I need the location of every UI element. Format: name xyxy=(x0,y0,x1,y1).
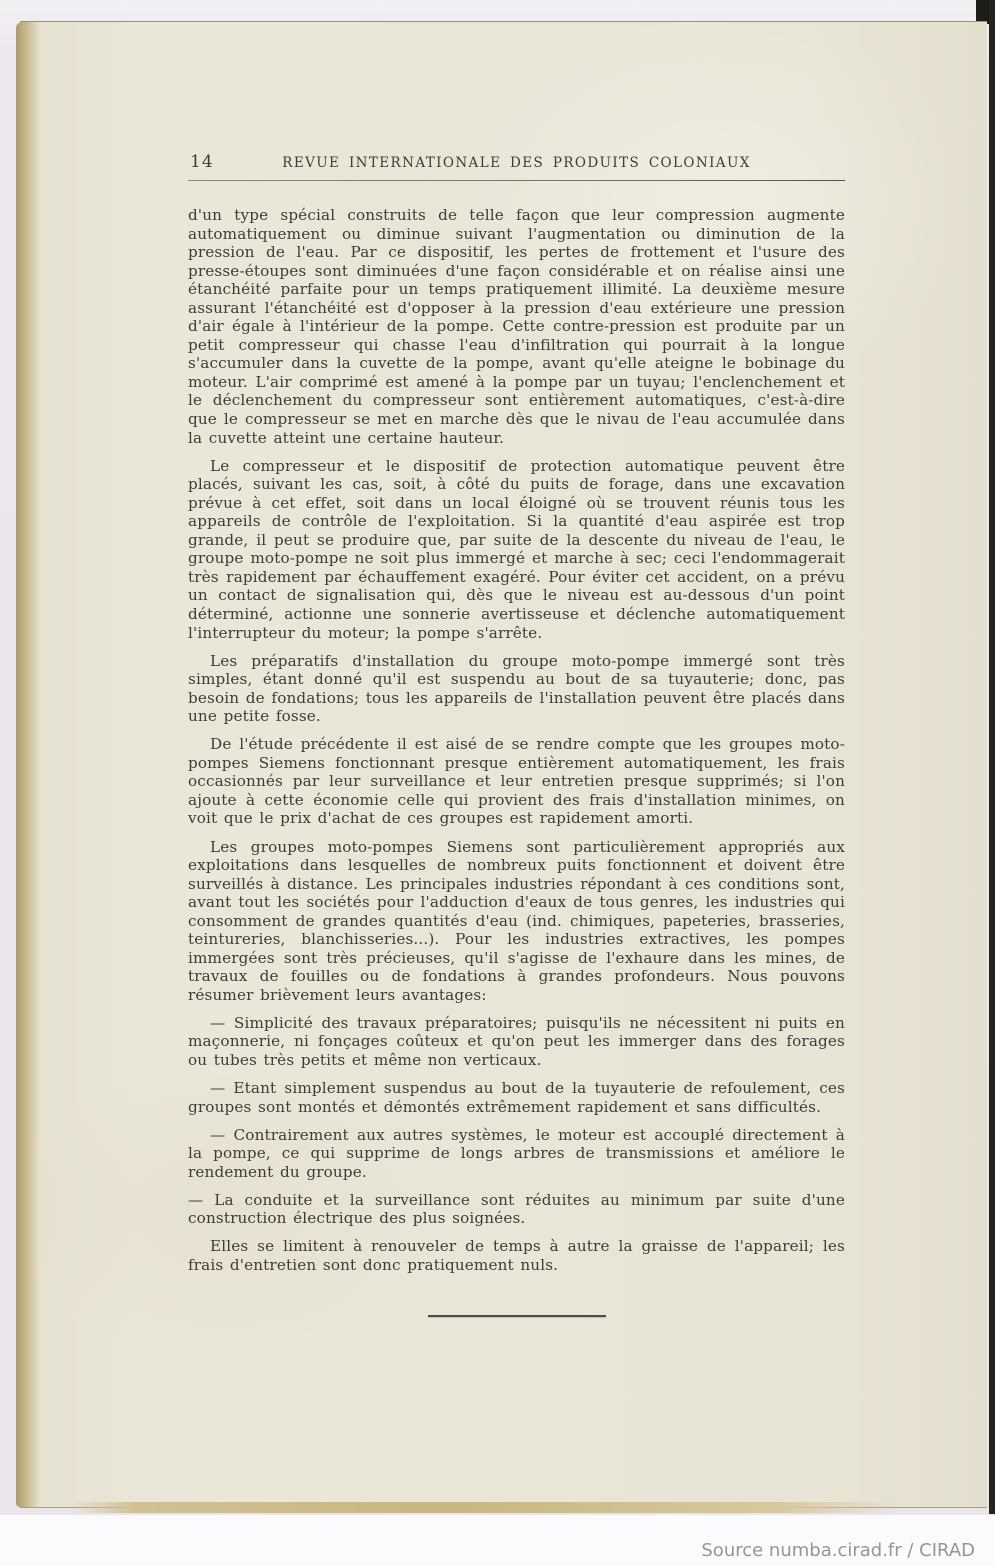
paragraph: Les groupes moto-pompes Siemens sont particulièrement appropriés aux exploitations dans lesquelles de nombreux puits fonctionnent et doivent être surveillés à distance. Les principales industries répondant à ces conditions sont, avant tout les sociétés pour l'adduction d'eaux de tous genres, les industries qui consomment de grandes quantités d'eau (ind. chimiques, papeteries, brasseries, teintureries, blanchisseries...). Pour les industries extractives, les pompes immergées sont très précieuses, qu'il s'agisse de l'exhaure dans les mines, de travaux de fouilles ou de fondations à grandes profondeurs. Nous pouvons résumer brièvement leurs avantages: xyxy=(188,837,845,1004)
header-rule xyxy=(188,180,845,181)
paragraph: — Etant simplement suspendus au bout de la tuyauterie de refoulement, ces groupes sont montés et démontés extrêmement rapidement et sans difficultés. xyxy=(188,1079,845,1116)
paragraph: Les préparatifs d'installation du groupe moto-pompe immergé sont très simples, étant donné qu'il est suspendu au bout de sa tuyauterie; donc, pas besoin de fondations; tous les appareils de l'installation peuvent être placés dans une petite fosse. xyxy=(188,651,845,726)
scanner-footer-band xyxy=(0,1515,995,1566)
paragraph: Le compresseur et le dispositif de protection automatique peuvent être placés, suivant les cas, soit, à côté du puits de forage, dans une excavation prévue à cet effet, soit dans un local éloigné où se trouvent réunis tous les appareils de contrôle de l'exploitation. Si la quantité d'eau aspirée est trop grande, il peut se produire que, par suite de la descente du niveau de l'eau, le groupe moto-pompe ne soit plus immergé et marche à sec; ceci l'endommagerait très rapidement par échauffement exagéré. Pour éviter cet accident, on a prévu un contact de signalisation qui, dès que le niveau est au-dessous d'un point déterminé, actionne une sonnerie avertisseuse et déclenche automatiquement l'interrupteur du moteur; la pompe s'arrête. xyxy=(188,456,845,642)
page-bottom-edge xyxy=(70,1502,900,1513)
page-sheet xyxy=(20,21,987,1508)
paragraph: d'un type spécial construits de telle façon que leur compression augmente automatiquement ou diminue suivant l'augmentation ou diminution de la pression de l'eau. Par ce dispositif, les pertes de frottement et l'usure des presse-étoupes sont diminuées d'une façon considérable et on réalise ainsi une étanchéité parfaite pour un temps pratiquement illimité. La deuxième mesure assurant l'étanchéité est d'opposer à la pression d'eau extérieure une pression d'air égale à l'intérieur de la pompe. Cette contre-pression est produite par un petit compresseur qui chasse l'eau d'infiltration qui pourrait à la longue s'accumuler dans la cuvette de la pompe, avant qu'elle ateigne le bobinage du moteur. L'air comprimé est amené à la pompe par un tuyau; l'enclenchement et le déclenchement du compresseur sont entièrement automatiques, c'est-à-dire que le compresseur se met en marche dès que le nivau de l'eau accumulée dans la cuvette atteint une certaine hauteur. xyxy=(188,206,845,447)
paragraph: — Simplicité des travaux préparatoires; puisqu'ils ne nécessitent ni puits en maçonnerie, ni fonçages coûteux et qu'on peut les immerger dans des forages ou tubes très petits et même non verticaux. xyxy=(188,1013,845,1070)
paragraph: De l'étude précédente il est aisé de se rendre compte que les groupes moto-pompes Siemens fonctionnant presque entièrement automatiquement, les frais occasionnés par leur surveillance et leur entretien presque supprimés; si l'on ajoute à cette économie celle qui provient des frais d'installation minimes, on voit que le prix d'achat de ces groupes est rapidement amorti. xyxy=(188,735,845,828)
paragraph: — La conduite et la surveillance sont réduites au minimum par suite d'une construction électrique des plus soignées. xyxy=(188,1190,845,1228)
source-attribution: Source numba.cirad.fr / CIRAD xyxy=(701,1540,975,1561)
article-body xyxy=(188,206,845,1274)
paragraph: — Contrairement aux autres systèmes, le moteur est accouplé directement à la pompe, ce qui supprime de longs arbres de transmissions et améliore le rendement du groupe. xyxy=(188,1125,845,1181)
deckle-edge xyxy=(16,22,40,1507)
journal-title: REVUE INTERNATIONALE DES PRODUITS COLONIAUX xyxy=(282,155,751,171)
book-backing-strip xyxy=(989,0,995,1514)
page-number: 14 xyxy=(190,152,214,172)
section-end-rule xyxy=(428,1315,606,1318)
page-content xyxy=(188,149,845,1318)
page-header xyxy=(188,149,845,183)
paragraph: Elles se limitent à renouveler de temps à autre la graisse de l'appareil; les frais d'entretien sont donc pratiquement nuls. xyxy=(188,1237,845,1274)
